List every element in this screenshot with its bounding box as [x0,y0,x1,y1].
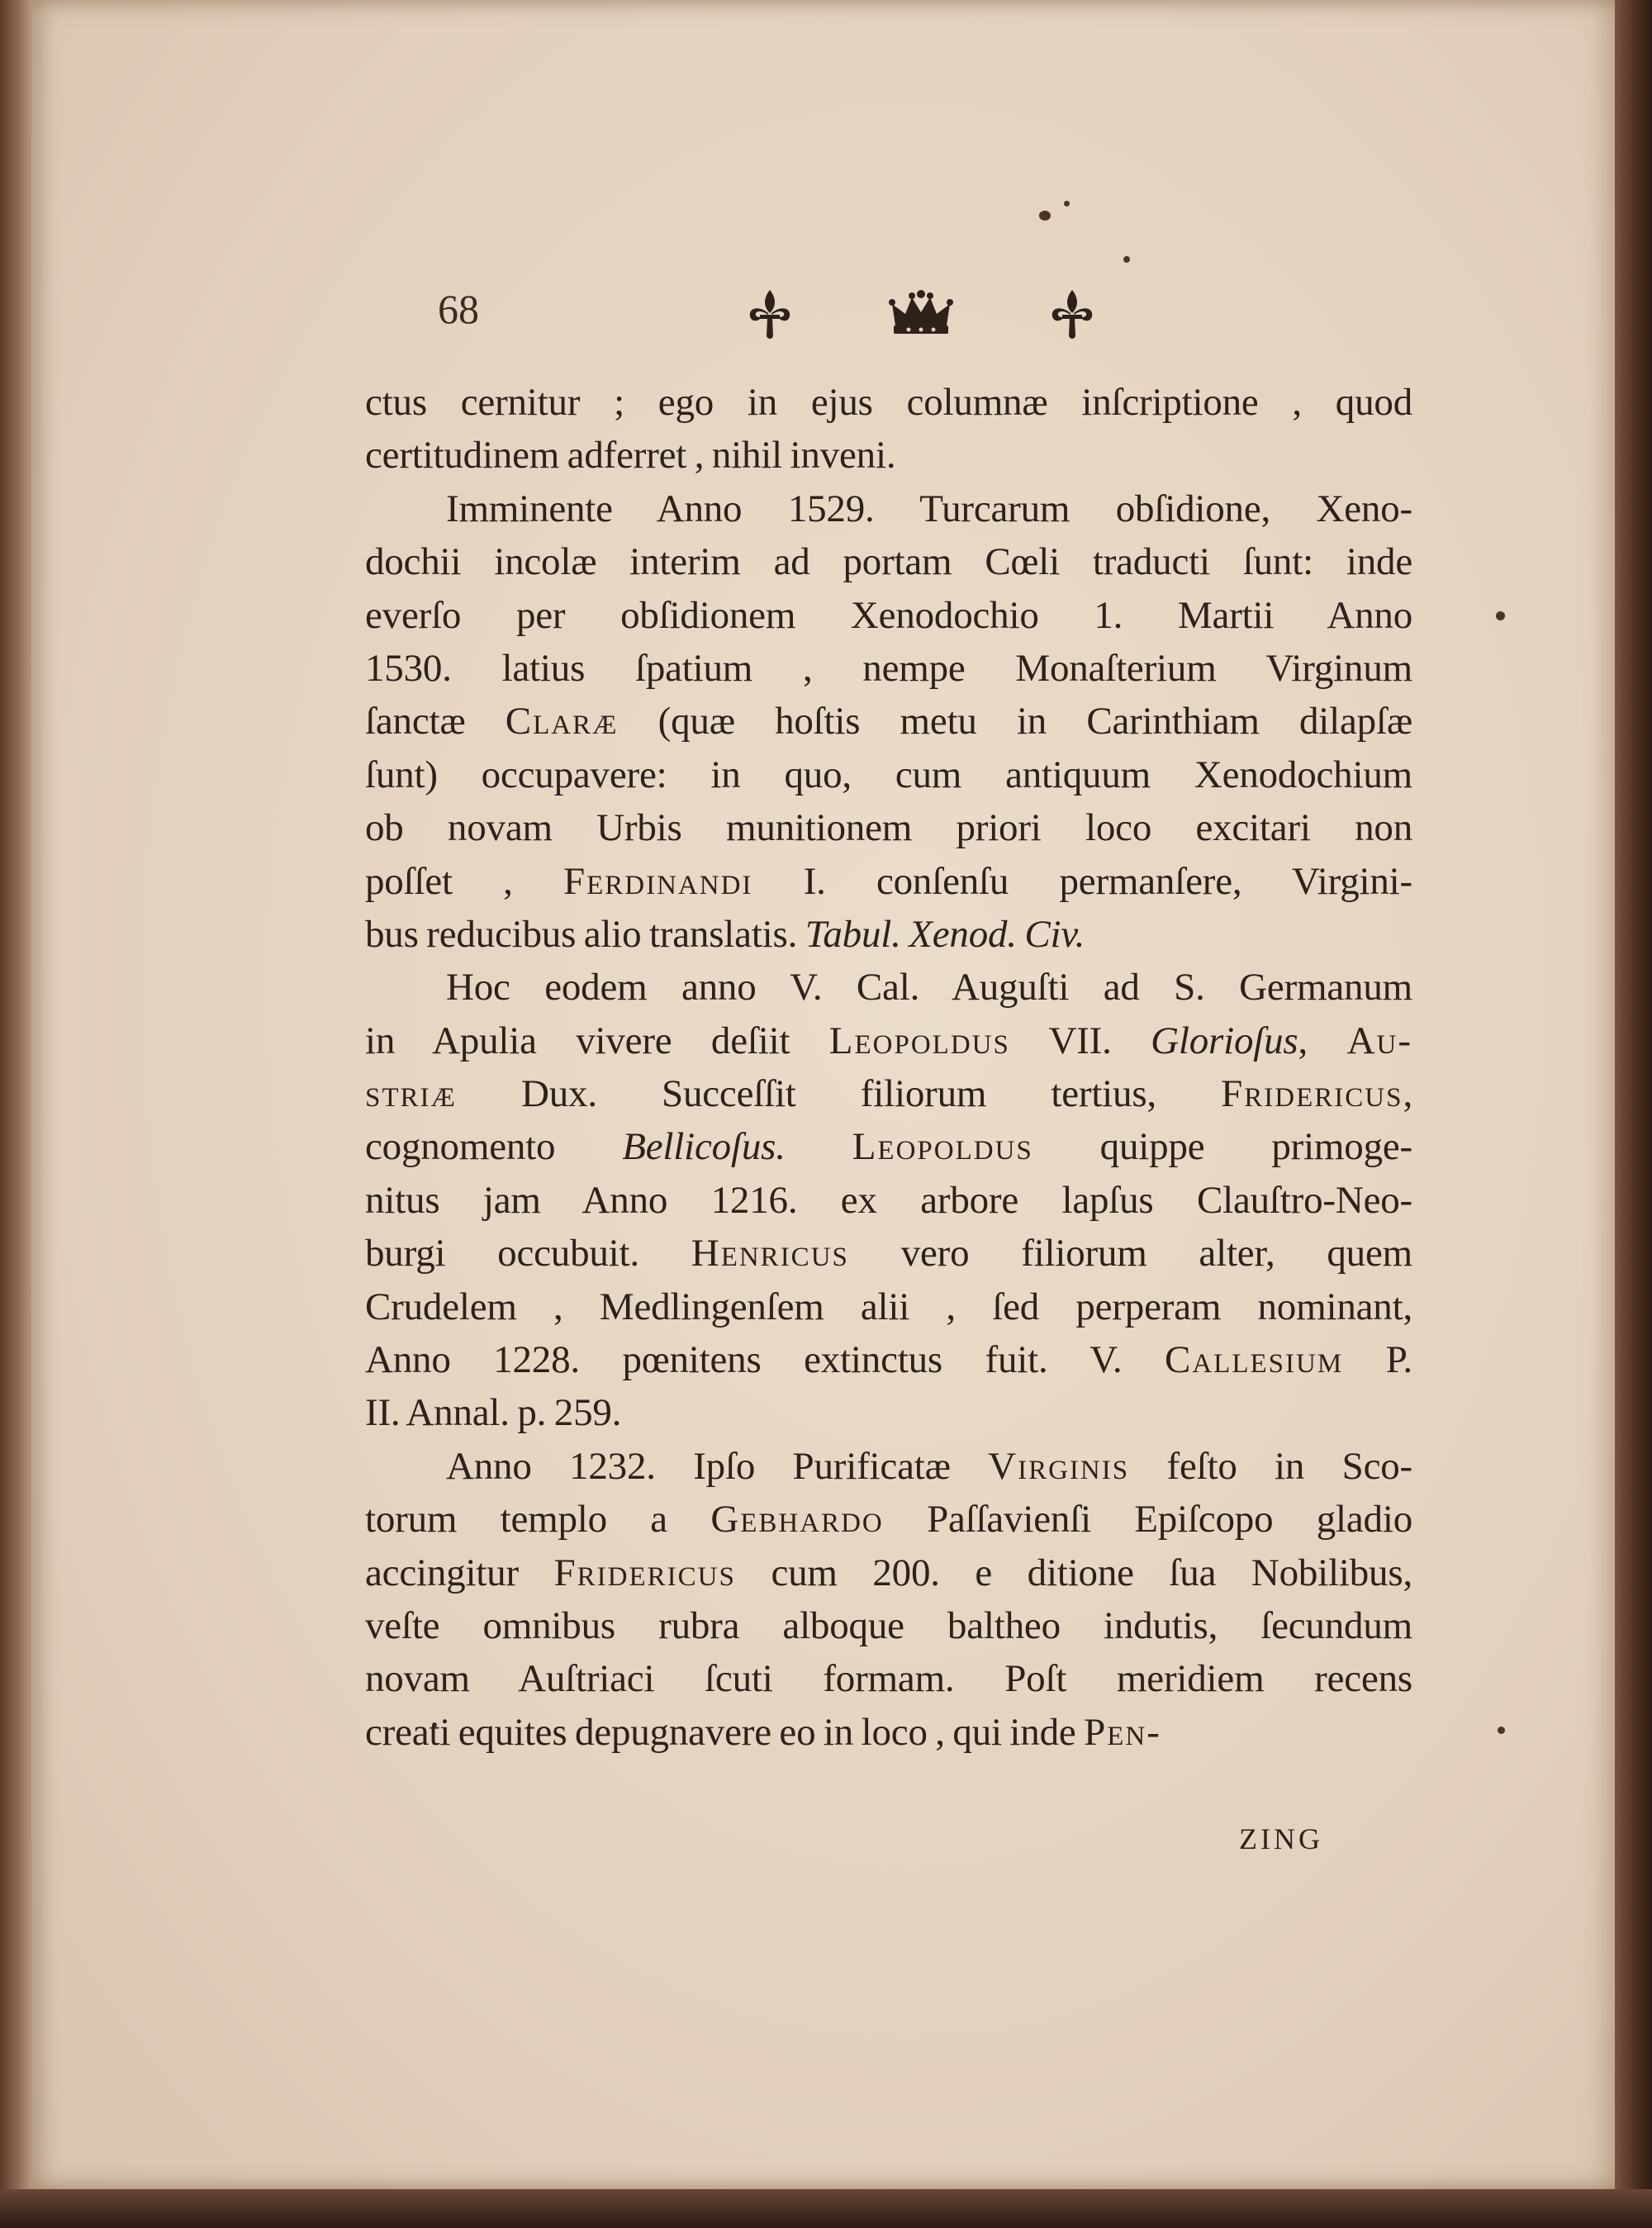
text-line [365,482,1412,535]
text-run: ctus cernitur ; ego in ejus columnæ inſcriptione , quod [365,381,1412,424]
text-line [365,1706,1412,1759]
text-line [365,1014,1412,1067]
text-line [365,855,1412,908]
text-run: (quæ hoſtis metu in Carinthiam dilapſæ [618,700,1412,743]
small-caps-name: Leopoldus [852,1125,1033,1169]
text-run: accingitur [365,1551,554,1594]
fleur-de-lis-icon [743,287,796,341]
text-run: poſſet , [365,859,563,903]
text-line [365,535,1412,588]
text-run: dochii incolæ interim ad portam Cœli traducti ſunt: inde [365,540,1412,584]
small-caps-name: Gebhardo [710,1498,884,1542]
text-run: ſanctæ [365,700,506,743]
body-text [365,376,1412,1759]
small-caps-name: Claræ [505,700,619,743]
text-run: Crudelem , Medlingenſem alii , ſed perperam nominant, [365,1285,1412,1328]
paragraph [365,482,1412,962]
text-line [365,1333,1412,1386]
text-run: Anno 1232. Ipſo Purificatæ [446,1444,989,1488]
ink-speck [1496,611,1505,620]
fleur-de-lis-icon [1046,287,1099,341]
header-ornaments [743,285,1099,343]
small-caps-name: Ferdinandi [563,859,753,903]
text-line [365,1120,1412,1173]
text-run: nitus jam Anno 1216. ex arbore lapſus Clauſtro-Neo- [365,1178,1412,1222]
small-caps-name: Pen- [1084,1710,1161,1754]
text-line [365,589,1412,642]
text-run: 1530. latius ſpatium , nempe Monaſterium Virginum [365,646,1412,690]
catchword: ZING [1239,1822,1323,1855]
crown-icon [889,289,953,339]
text-run: feſto in Sco- [1129,1444,1412,1488]
text-line [365,429,1412,482]
small-caps-name: Henricus [691,1232,849,1276]
text-run: cognomento [365,1125,623,1169]
small-caps-name: Fridericus [1221,1072,1403,1116]
paragraph [365,376,1412,482]
text-line [365,1386,1412,1439]
text-line [365,1493,1412,1546]
text-run: cum 200. e ditione ſua Nobilibus, [735,1551,1412,1594]
text-run: certitudinem adferret , nihil inveni. [365,434,896,477]
page-number: 68 [438,286,479,332]
text-run: , [1403,1072,1412,1116]
text-line [365,1652,1412,1705]
ink-speck [1498,1727,1505,1734]
text-line [365,1440,1412,1493]
ink-speck [1123,256,1130,263]
italic-text: Glorioſus [1151,1019,1298,1062]
italic-text: Tabul. Xenod. Civ. [805,912,1085,956]
text-run: , [1298,1019,1347,1062]
text-line [365,1227,1412,1280]
italic-text: Bellicoſus. [622,1125,786,1169]
text-line [365,1067,1412,1120]
text-run: torum templo a [365,1498,711,1542]
paragraph [365,1440,1412,1759]
text-run: ſunt) occupavere: in quo, cum antiquum Xenodochium [365,753,1412,796]
small-caps-name: Au- [1346,1019,1412,1062]
text-line [365,1280,1412,1333]
text-run: Hoc eodem anno V. Cal. Auguſti ad S. Germanum [446,966,1412,1009]
text-line [365,1599,1412,1652]
text-run: Anno 1228. pœnitens extinctus fuit. V. [365,1338,1165,1382]
small-caps-name: Virginis [988,1444,1130,1488]
text-line [365,642,1412,695]
page-edge-bottom [0,2189,1652,2228]
book-spine [0,0,33,2228]
text-run: Dux. Succeſſit filiorum tertius, [456,1072,1222,1116]
text-run: veſte omnibus rubra alboque baltheo indutis, ſecundum [365,1603,1412,1647]
small-caps-name: Fridericus [553,1551,736,1594]
text-line [365,748,1412,801]
text-line [365,376,1412,429]
paragraph [365,961,1412,1440]
text-run: Imminente Anno 1529. Turcarum obſidione, Xeno- [446,487,1412,530]
text-run: vero filiorum alter, quem [848,1232,1413,1276]
text-line [365,1546,1412,1599]
text-run: quippe primoge- [1032,1125,1412,1169]
text-run: II. Annal. p. 259. [365,1391,622,1435]
text-run: creati equites depugnavere eo in loco , qui inde [365,1710,1085,1754]
text-run: in Apulia vivere deſiit [365,1019,829,1062]
text-run: novam Auſtriaci ſcuti formam. Poſt meridiem recens [365,1657,1412,1701]
small-caps-name: Callesium [1165,1338,1344,1382]
text-run: ob novam Urbis munitionem priori loco excitari non [365,806,1412,850]
text-run: burgi occubuit. [365,1232,691,1276]
text-line [365,908,1412,961]
text-run: everſo per obſidionem Xenodochio 1. Martii Anno [365,593,1412,637]
ink-speck [1064,201,1070,207]
text-run: P. [1343,1338,1412,1382]
text-line [365,695,1412,748]
text-line [365,961,1412,1014]
text-run: Paſſavienſi Epiſcopo gladio [883,1498,1412,1542]
small-caps-name: Leopoldus [828,1019,1010,1062]
text-run [786,1125,852,1168]
text-run: VII. [1009,1019,1151,1062]
text-line [365,1174,1412,1227]
ink-speck [1039,211,1051,221]
text-run: bus reducibus alio translatis. [365,912,805,956]
small-caps-name: striæ [365,1072,457,1116]
page-edge-right [1615,0,1652,2228]
text-run: I. conſenſu permanſere, Virgini- [752,859,1412,903]
text-line [365,801,1412,854]
